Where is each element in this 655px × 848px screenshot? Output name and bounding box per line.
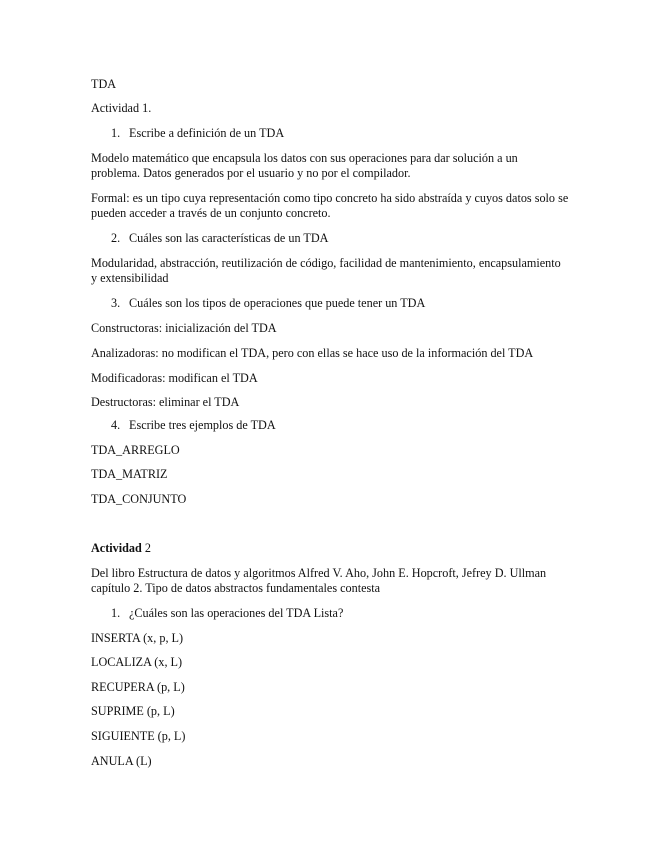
- answer-1-paragraph-1: Modelo matemático que encapsula los datos con sus operaciones para dar solución a un problema. Datos generados por el usuario y no por el compilador.: [91, 151, 518, 180]
- question-text: ¿Cuáles son las operaciones del TDA Lista?: [129, 606, 344, 620]
- answer-4-line: TDA_ARREGLO: [91, 443, 180, 457]
- question-text: Escribe tres ejemplos de TDA: [129, 418, 276, 432]
- question-text: Cuáles son las características de un TDA: [129, 231, 329, 245]
- answer-4-line: TDA_CONJUNTO: [91, 492, 187, 506]
- question-number: 3.: [111, 296, 121, 310]
- question-number: 2.: [111, 231, 121, 245]
- question-2: [111, 231, 328, 246]
- operation-line: SUPRIME (p, L): [91, 704, 175, 718]
- question-number: 1.: [111, 126, 121, 140]
- question-text: Cuáles son los tipos de operaciones que puede tener un TDA: [129, 296, 426, 310]
- operation-line: RECUPERA (p, L): [91, 680, 185, 694]
- operation-line: ANULA (L): [91, 754, 152, 768]
- activity-2-heading-number: 2: [141, 541, 151, 555]
- operation-line: SIGUIENTE (p, L): [91, 729, 186, 743]
- activity-2-heading: [91, 541, 151, 556]
- activity-2-heading-word: Actividad: [91, 541, 142, 555]
- answer-3-line: Modificadoras: modifican el TDA: [91, 371, 258, 385]
- question-4: [111, 418, 276, 433]
- activity-1-heading: Actividad 1.: [91, 101, 152, 115]
- question-1: [111, 126, 284, 141]
- question-number: 1.: [111, 606, 121, 620]
- operation-line: LOCALIZA (x, L): [91, 655, 183, 669]
- document-title: TDA: [91, 77, 117, 91]
- question-3: [111, 296, 425, 311]
- answer-4-line: TDA_MATRIZ: [91, 467, 168, 481]
- answer-3-line: Destructoras: eliminar el TDA: [91, 395, 240, 409]
- answer-3-line: Constructoras: inicialización del TDA: [91, 321, 277, 335]
- answer-1-paragraph-2: Formal: es un tipo cuya representación como tipo concreto ha sido abstraída y cuyos datos solo se pueden acceder a través de un conjunto concreto.: [91, 191, 569, 220]
- question-number: 4.: [111, 418, 121, 432]
- operation-line: INSERTA (x, p, L): [91, 631, 184, 645]
- answer-3-line: Analizadoras: no modifican el TDA, pero con ellas se hace uso de la información del TDA: [91, 346, 534, 360]
- question-text: Escribe a definición de un TDA: [129, 126, 285, 140]
- question-1-activity-2: [111, 606, 343, 621]
- activity-2-intro: Del libro Estructura de datos y algoritmos Alfred V. Aho, John E. Hopcroft, Jefrey D. Ullman capítulo 2. Tipo de datos abstractos fundamentales contesta: [91, 566, 547, 595]
- answer-2-paragraph: Modularidad, abstracción, reutilización de código, facilidad de mantenimiento, encapsulamiento y extensibilidad: [91, 256, 561, 285]
